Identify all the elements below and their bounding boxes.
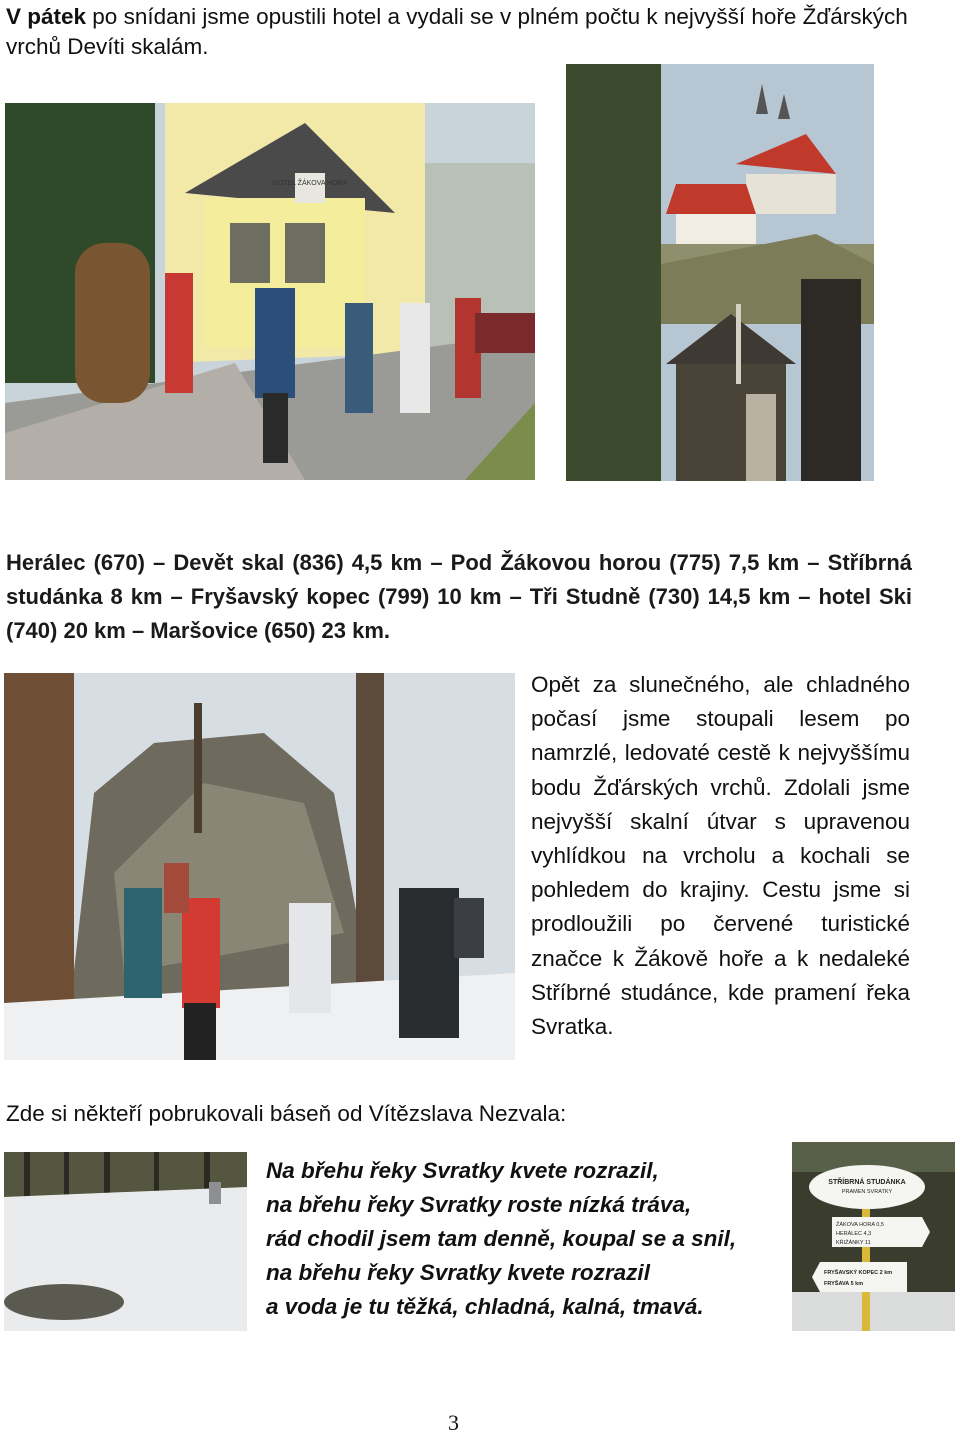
photo-devet-skal [4,673,515,1060]
intro-paragraph [6,2,916,62]
photo-village [566,64,874,481]
hotel-sign: HOTEL ŽÁKOVA HORA [272,180,348,187]
poem-line: na břehu řeky Svratky roste nízká tráva, [266,1192,692,1217]
intro-text: po snídani jsme opustili hotel a vydali se v plném počtu k nejvyšší hoře Žďárských vrchů Devíti skalám. [6,4,908,59]
photo-hotel [5,103,535,480]
sign-top-2: PRAMEN SVRATKY [841,1189,893,1195]
poem-line: Na břehu řeky Svratky kvete rozrazil, [266,1158,659,1183]
poem-line: a voda je tu těžká, chladná, kalná, tmavá. [266,1294,704,1319]
sign-line: HERÁLEC 4,3 [836,1231,872,1237]
sign-bottom: FRYŠAVSKÝ KOPEC 2 km [824,1270,893,1276]
poem-line: na břehu řeky Svratky kvete rozrazil [266,1260,650,1285]
photo-signpost [792,1142,955,1331]
route-description: Herálec (670) – Devět skal (836) 4,5 km – Pod Žákovou horou (775) 7,5 km – Stříbrná studánka 8 km – Fryšavský kopec (799) 10 km – Tři Studně (730) 14,5 km – hotel Ski (740) 20 km – Maršovice (650) 23 km. [6,550,912,643]
sign-top: STŘÍBRNÁ STUDÁNKA [828,1179,906,1186]
intro-lead: V pátek [6,4,87,29]
poem [266,1154,736,1324]
poem-intro: Zde si někteří pobrukovali báseň od Vítězslava Nezvala: [6,1101,567,1126]
poem-line: rád chodil jsem tam denně, koupal se a snil, [266,1226,737,1251]
narrative-paragraph: Opět za slunečného, ale chladného počasí jsme stoupali lesem po namrzlé, ledovaté cestě k nejvyššímu bodu Žďárských vrchů. Zdolali jsme nejvyšší skalní útvar s upravenou vyhlídkou na vrcholu a kochali se pohledem do krajiny. Cestu jsme si prodloužili po červené turistické značce k Žákově hoře a k nedaleké Stříbrné studánce, kde pramení řeka Svratka. [531,672,910,1040]
sign-line: KŘIŽÁNKY 11 [836,1240,871,1246]
page-number: 3 [448,1410,459,1435]
sign-line: ŽÁKOVA HORA 0,5 [836,1222,884,1228]
sign-bottom-2: FRYŠAVA 5 km [824,1281,864,1287]
photo-spring [4,1152,247,1331]
